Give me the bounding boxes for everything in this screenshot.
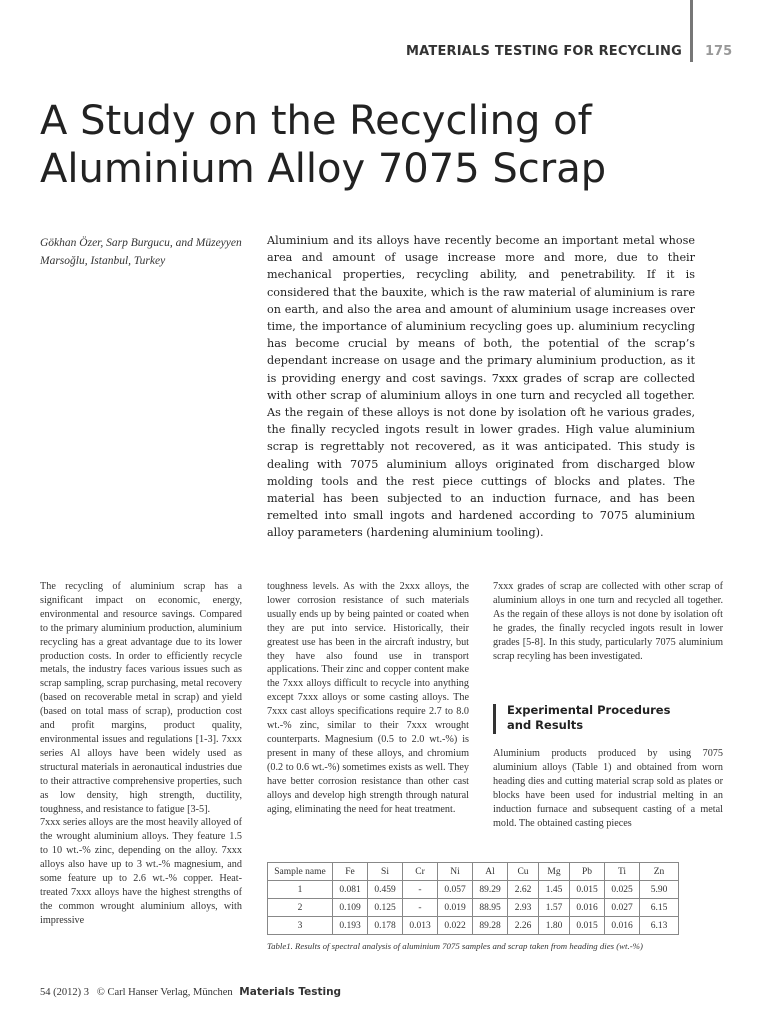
table-cell: 0.025 — [605, 881, 640, 899]
table-row — [268, 881, 679, 899]
table-header-cell: Cr — [403, 863, 438, 881]
table-header-cell: Al — [473, 863, 508, 881]
table-cell: 2 — [268, 899, 333, 917]
section-title: MATERIALS TESTING FOR RECYCLING — [406, 44, 682, 59]
table-cell: 5.90 — [640, 881, 679, 899]
table-cell: 1 — [268, 881, 333, 899]
table-row — [268, 899, 679, 917]
table-cell: 0.027 — [605, 899, 640, 917]
table-cell: 0.013 — [403, 917, 438, 935]
table-cell: 0.016 — [570, 899, 605, 917]
footer-journal: Materials Testing — [239, 986, 342, 998]
table-cell: - — [403, 881, 438, 899]
table-cell: 0.125 — [368, 899, 403, 917]
table-header-cell: Pb — [570, 863, 605, 881]
table-cell: 1.57 — [539, 899, 570, 917]
table-header-cell: Ti — [605, 863, 640, 881]
table-header-cell: Sample name — [268, 863, 333, 881]
table-cell: 2.26 — [508, 917, 539, 935]
table-cell: 0.015 — [570, 917, 605, 935]
table-cell: 1.80 — [539, 917, 570, 935]
table-cell: 0.109 — [333, 899, 368, 917]
table-header-cell: Ni — [438, 863, 473, 881]
table-cell: 89.28 — [473, 917, 508, 935]
header-rule — [690, 0, 693, 62]
table-header-cell: Mg — [539, 863, 570, 881]
table-header-row — [268, 863, 679, 881]
authors: Gökhan Özer, Sarp Burgucu, and Müzeyyen Marsoğlu, Istanbul, Turkey — [40, 237, 242, 267]
table-cell: 2.93 — [508, 899, 539, 917]
table-cell: 0.193 — [333, 917, 368, 935]
section-heading: Experimental Procedures and Results — [507, 703, 671, 732]
results-table — [267, 862, 679, 935]
table-cell: 0.016 — [605, 917, 640, 935]
table-cell: 6.15 — [640, 899, 679, 917]
table-header-cell: Cu — [508, 863, 539, 881]
table-header-cell: Fe — [333, 863, 368, 881]
table-header-cell: Zn — [640, 863, 679, 881]
body-column-1: The recycling of aluminium scrap has a significant impact on economic, energy, environmental and resource savings. Compared to the primary aluminium production, aluminium recycling has a great advantage due to its lower production costs. In order to efficiently recycle metals, the industry faces various issues such as scrap sampling, scrap purchasing, metal recovery (based on recoverable metal in scrap) and yield (based on total mass of scrap), production cost and profit margins, product quality, environmental issues and regulations [1-3]. 7xxx series Al alloys have been widely used as structural materials in aeronautical industries due to their attractive comprehensive properties, such as low density, high strength, ductility, toughness, and resistance to fatigue [3-5]. 7xxx series alloys are the most heavily alloyed of the wrought aluminium alloys. They feature 1.5 to 10 wt.-% zinc, depending on the alloy. 7xxx alloys also have up to 3 wt.-% magnesium, and some feature up to 2.6 wt.-% copper. Heat-treated 7xxx alloys have the highest strengths of the common wrought aluminium alloys, with impressive — [40, 581, 242, 926]
body-column-3-text: Aluminium products produced by using 7075 aluminium alloys (Table 1) and obtained from worn heading dies and cutting material scrap sold as plates or blocks have been used for industrial melting in an induction furnace and subsequent casting of a metal mold. The obtained casting pieces — [493, 748, 723, 829]
table-cell: 0.081 — [333, 881, 368, 899]
page-number: 175 — [705, 44, 733, 59]
table-cell: - — [403, 899, 438, 917]
table-caption: Table1. Results of spectral analysis of aluminium 7075 samples and scrap taken from heading dies (wt.-%) — [267, 941, 643, 951]
table-cell: 0.459 — [368, 881, 403, 899]
table-header-cell: Si — [368, 863, 403, 881]
footer-citation: 54 (2012) 3 © Carl Hanser Verlag, München — [40, 987, 233, 998]
table-cell: 88.95 — [473, 899, 508, 917]
table-cell: 0.022 — [438, 917, 473, 935]
table-cell: 2.62 — [508, 881, 539, 899]
table-cell: 6.13 — [640, 917, 679, 935]
body-column-3-intro: 7xxx grades of scrap are collected with other scrap of aluminium alloys in one turn and recycled all together. As the regain of these alloys is not done by isolation oft he grades, the finally recycled ingots result in lower grades [5-8]. In this study, particularly 7075 aluminium scrap recyling has been investigated. — [493, 581, 723, 662]
table-cell: 0.019 — [438, 899, 473, 917]
table-cell: 1.45 — [539, 881, 570, 899]
abstract: Aluminium and its alloys have recently become an important metal whose area and amount of usage increase more and more, due to their mechanical properties, recycling ability, and penetrability. If it is considered that the bauxite, which is the raw material of aluminium is rare on earth, and also the area and amount of aluminium usage increases over time, the importance of aluminium recycling goes up. aluminium recycling has become crucial by means of both, the potential of the scrap’s dependant increase on usage and the primary aluminium production, as it is providing energy and cost savings. 7xxx grades of scrap are collected with other scrap of aluminium alloys in one turn and recycled all together. As the regain of these alloys is not done by isolation oft he various grades, the finally recycled ingots result in lower grades. High value aluminium scrap is regrettably not recovered, as it was anticipated. This study is dealing with 7075 aluminium alloys originated from discharged blow molding tools and the rest piece cuttings of blocks and plates. The material has been subjected to an induction furnace, and has been remelted into small ingots and hardened according to 7075 aluminium alloy parameters (hardening aluminium tooling). — [267, 234, 695, 540]
heading-bar — [493, 704, 496, 734]
table-cell: 89.29 — [473, 881, 508, 899]
table-cell: 0.178 — [368, 917, 403, 935]
body-column-2: toughness levels. As with the 2xxx alloys, the lower corrosion resistance of such materials usually ends up by being painted or coated when they are put into service. Historically, their greatest use has been in the aircraft industry, but they have also found use in transport applications. Their zinc and copper content make the 7xxx alloys difficult to recycle into anything except 7xxx alloys or some casting alloys. The 7xxx cast alloys specifications require 2.7 to 8.0 wt.-% zinc, similar to their 7xxx wrought counterparts. Magnesium (0.5 to 2.0 wt.-%) is present in many of these alloys, and chromium (0.2 to 0.6 wt.-%) sometimes exists as well. They have better corrosion resistance than other cast alloys and develop high strength through natural aging, eliminating the need for heat treatment. — [267, 581, 469, 815]
table-cell: 0.057 — [438, 881, 473, 899]
footer — [40, 986, 341, 998]
table-cell: 3 — [268, 917, 333, 935]
table-row — [268, 917, 679, 935]
article-title: A Study on the Recycling of Aluminium Alloy 7075 Scrap — [40, 98, 607, 192]
table-cell: 0.015 — [570, 881, 605, 899]
